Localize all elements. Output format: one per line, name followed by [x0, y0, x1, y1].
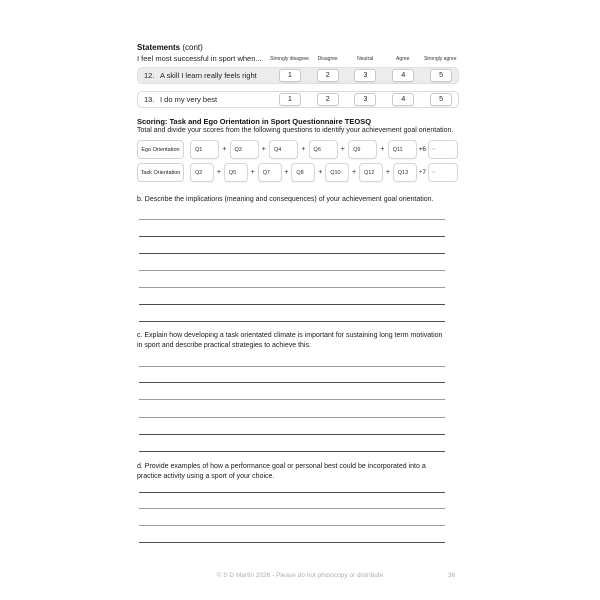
answer-row: [271, 68, 460, 83]
question-score-box[interactable]: Q7: [258, 163, 282, 182]
writing-line: [139, 525, 445, 526]
plus-operator: +: [385, 169, 390, 176]
footer-page-number: 36: [448, 572, 456, 579]
writing-line: [139, 492, 445, 493]
plus-operator: +: [352, 169, 357, 176]
writing-line: [139, 399, 445, 400]
answer-box[interactable]: 2: [317, 93, 339, 106]
question-score-box[interactable]: Q1: [190, 140, 219, 159]
question-score-box[interactable]: Q2: [190, 163, 214, 182]
prompt-d: d. Provide examples of how a performance goal or personal best could be incorporated into a practice activity using a sport of your choice.: [137, 463, 426, 480]
writing-line: [139, 304, 445, 305]
plus-operator: +: [222, 146, 227, 153]
answer-box[interactable]: 5: [430, 93, 452, 106]
answer-box[interactable]: 3: [354, 69, 376, 82]
plus-operator: +: [216, 169, 221, 176]
statements-title-suffix: (cont): [182, 43, 203, 52]
task-orientation-row: [137, 163, 458, 182]
answer-box[interactable]: 1: [279, 93, 301, 106]
plus-operator: +: [301, 146, 306, 153]
writing-line: [139, 417, 445, 418]
writing-line: [139, 219, 445, 220]
question-score-box[interactable]: Q8: [291, 163, 315, 182]
question-score-box[interactable]: Q13: [393, 163, 417, 182]
question-score-box[interactable]: Q9: [348, 140, 377, 159]
ego-orientation-row: [137, 140, 458, 159]
plus-operator: +: [250, 169, 255, 176]
statement-row-12: [137, 67, 459, 84]
answer-box[interactable]: 2: [317, 69, 339, 82]
question-score-box[interactable]: Q12: [359, 163, 383, 182]
plus-operator: +: [261, 146, 266, 153]
question-score-box[interactable]: Q3: [230, 140, 259, 159]
prompt-b: b. Describe the implications (meaning and consequences) of your achievement goal orientation.: [137, 196, 434, 203]
answer-box[interactable]: 5: [430, 69, 452, 82]
statements-section-title: [137, 43, 203, 52]
question-score-box[interactable]: Q10: [325, 163, 349, 182]
plus-operator: +: [380, 146, 385, 153]
question-score-box[interactable]: Q4: [269, 140, 298, 159]
writing-line: [139, 236, 445, 237]
divisor-label: +6: [418, 146, 426, 153]
writing-line: [139, 366, 445, 367]
scoring-section-title: Scoring: Task and Ego Orientation in Sport Questionnaire TEOSQ: [137, 117, 372, 126]
plus-operator: +: [284, 169, 289, 176]
scale-header-strongly-disagree: Strongly disagree: [270, 56, 309, 62]
statement-row-13: [137, 91, 459, 108]
answer-box[interactable]: 3: [354, 93, 376, 106]
footer-copyright: © S D Martin 2026 - Please do not photocopy or distribute: [216, 572, 384, 579]
answer-box[interactable]: 1: [279, 69, 301, 82]
writing-line: [139, 542, 445, 543]
statement-text: A skill I learn really feels right: [160, 71, 257, 80]
statement-number: 13.: [144, 95, 155, 104]
question-score-box[interactable]: Q6: [309, 140, 338, 159]
writing-line: [139, 434, 445, 435]
scale-header-agree: Agree: [396, 56, 410, 62]
scale-header-disagree: Disagree: [317, 56, 338, 62]
plus-operator: +: [318, 169, 323, 176]
scale-header-strongly-agree: Strongly agree: [423, 56, 457, 62]
plus-operator: +: [340, 146, 345, 153]
ego-orientation-label: Ego Orientation: [137, 140, 184, 159]
prompt-c: c. Explain how developing a task orientated climate is important for sustaining long term motivation in sport and describe practical strategies to achieve this.: [137, 332, 443, 349]
answer-box[interactable]: 4: [392, 93, 414, 106]
task-orientation-label: Task Orientation: [137, 163, 184, 182]
scale-header-neutral: Neutral: [357, 56, 374, 62]
statements-title-text: Statements: [137, 43, 181, 52]
divisor-label: ÷7: [418, 169, 426, 176]
score-result-box[interactable]: =: [428, 163, 458, 182]
statement-stem: I feel most successful in sport when...: [137, 54, 262, 63]
answer-row: [271, 92, 460, 107]
statement-number: 12.: [144, 71, 155, 80]
question-score-box[interactable]: Q5: [224, 163, 248, 182]
writing-line: [139, 382, 445, 383]
statement-text: I do my very best: [160, 95, 218, 104]
writing-line: [139, 287, 445, 288]
writing-line: [139, 451, 445, 452]
scale-header-row: [270, 56, 459, 62]
writing-line: [139, 270, 445, 271]
scoring-instruction: Total and divide your scores from the following questions to identify your achievement goal orientation.: [137, 127, 454, 134]
question-score-box[interactable]: Q11: [388, 140, 417, 159]
score-result-box[interactable]: =: [428, 140, 458, 159]
answer-box[interactable]: 4: [392, 69, 414, 82]
writing-line: [139, 253, 445, 254]
writing-line: [139, 321, 445, 322]
writing-line: [139, 508, 445, 509]
